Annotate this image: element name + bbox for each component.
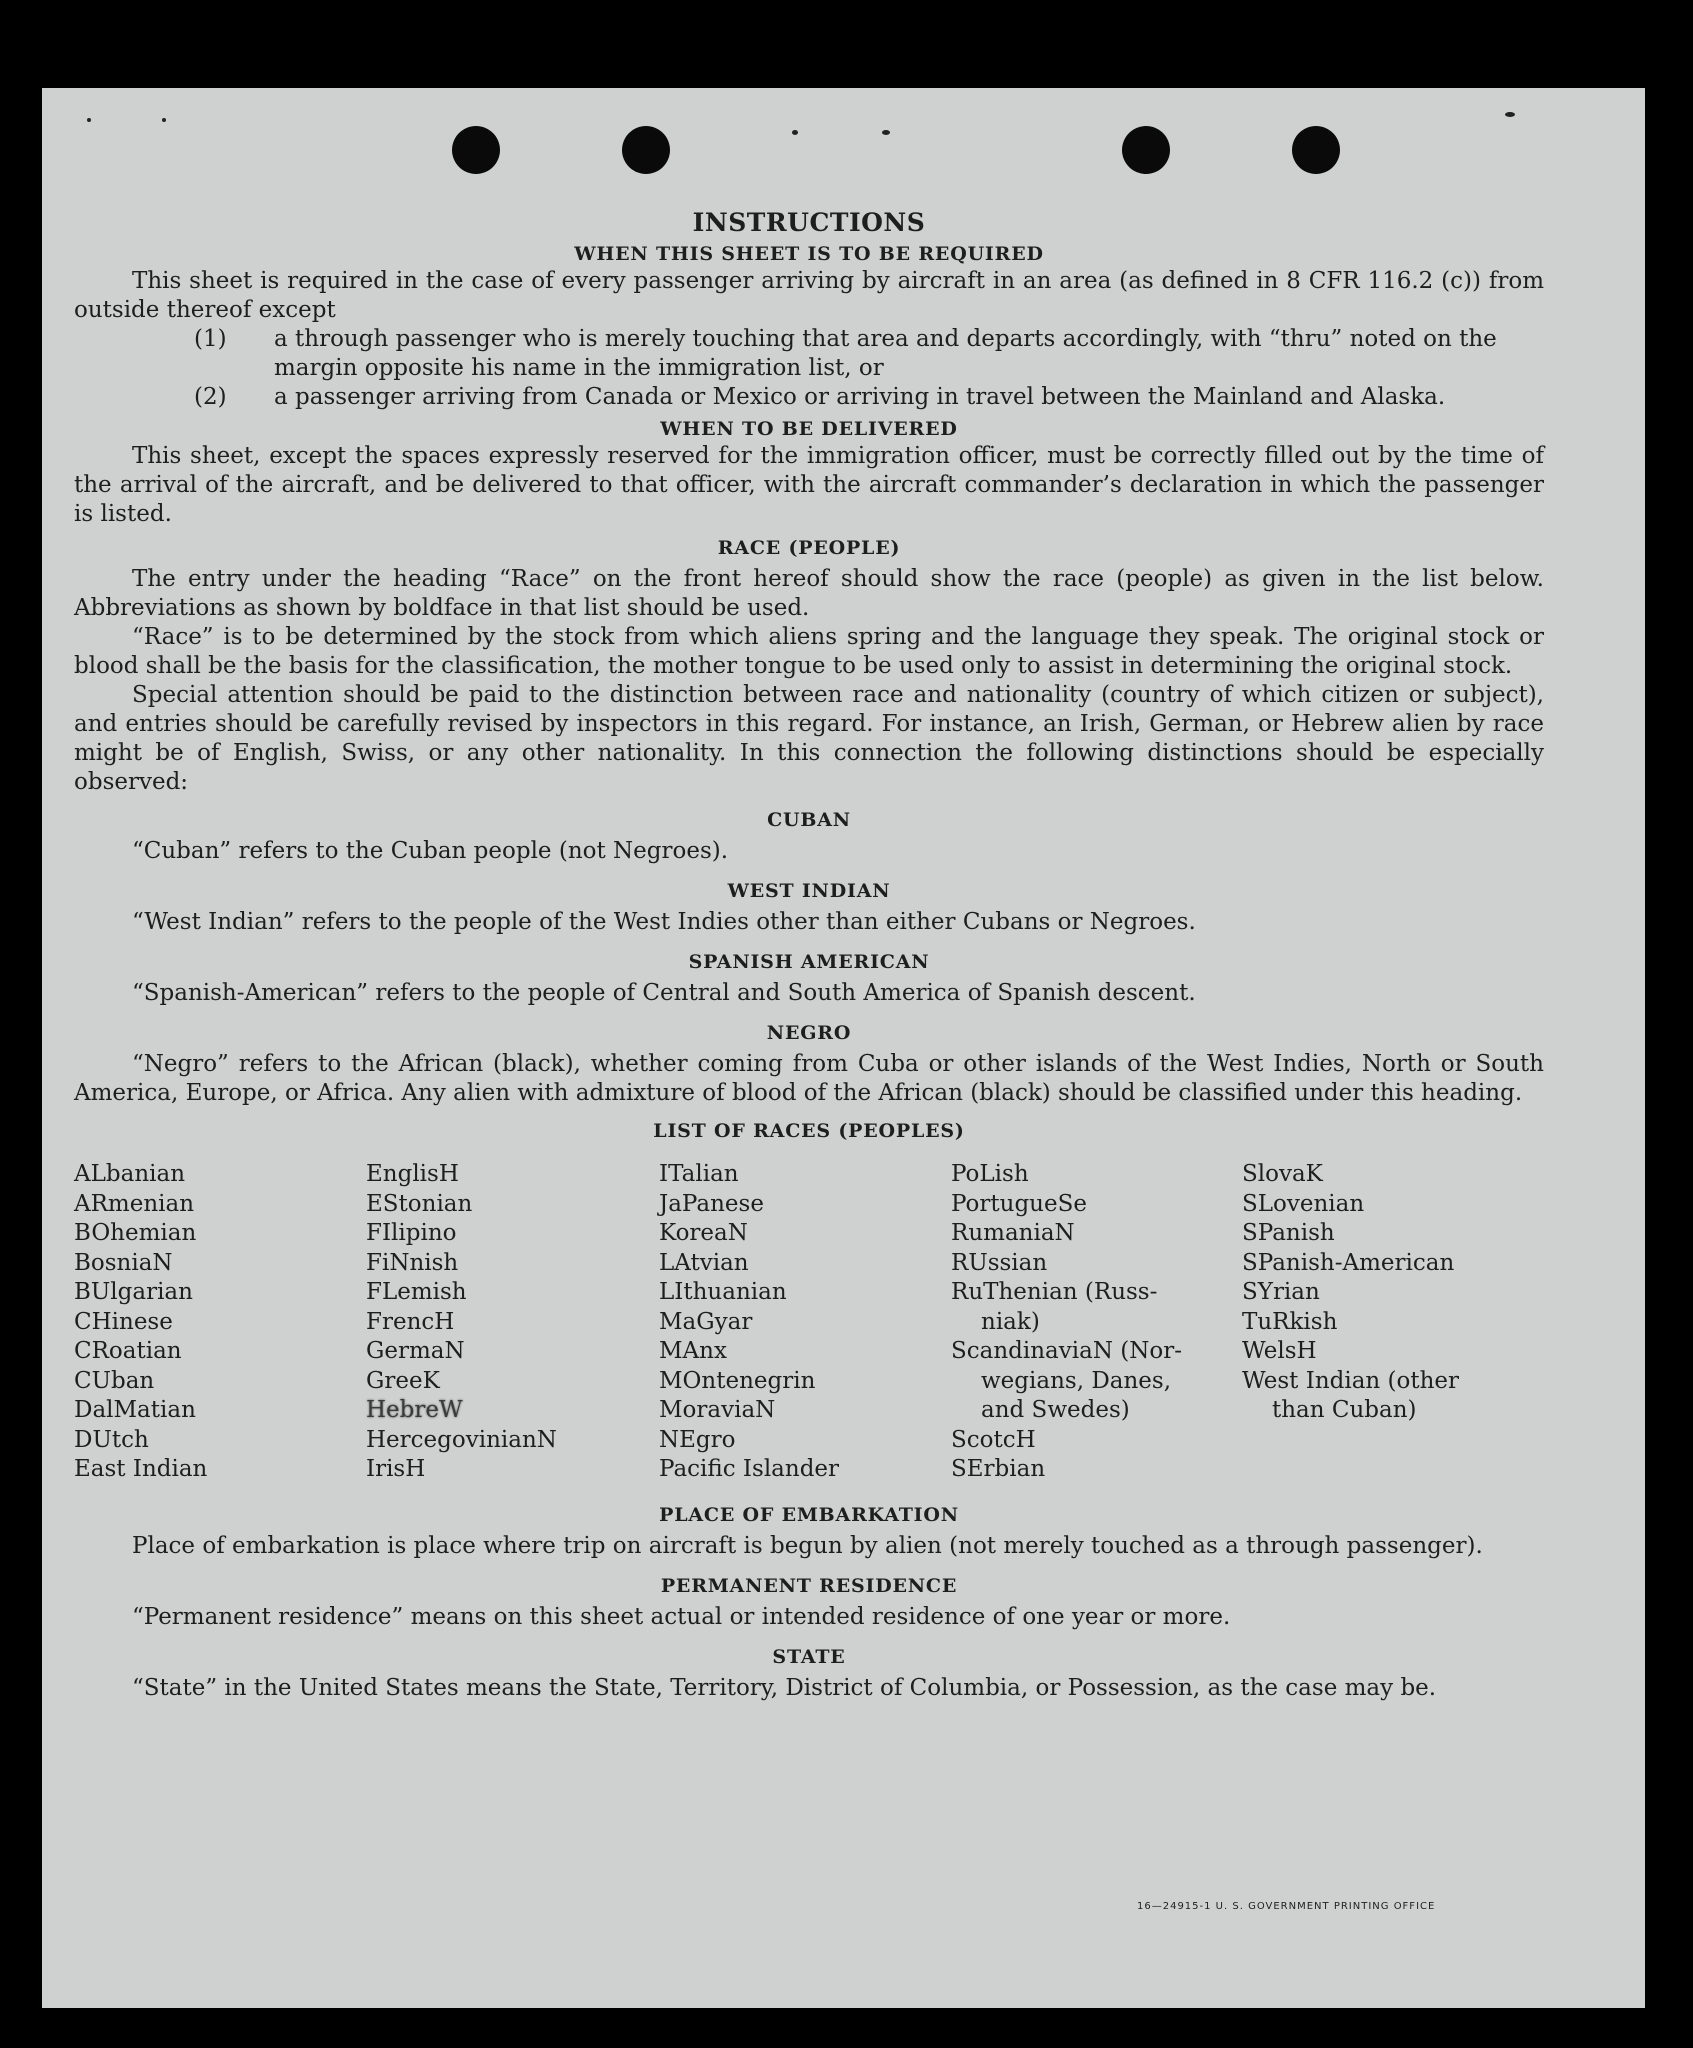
item-number: (1) [194, 326, 227, 352]
race-entry: SlovaK [1242, 1161, 1323, 1187]
heading-place-of-embarkation: PLACE OF EMBARKATION [659, 1504, 959, 1526]
race-entry: TuRkish [1242, 1308, 1338, 1335]
race-entry: FrencH [366, 1308, 455, 1335]
race-entry: SYrian [1242, 1279, 1320, 1305]
heading-cuban: CUBAN [767, 809, 851, 831]
race-entry: HercegovinianN [366, 1426, 557, 1453]
speck [882, 130, 890, 135]
text-cuban: “Cuban” refers to the Cuban people (not Negroes). [132, 838, 729, 864]
race-entry: PortugueSe [951, 1190, 1087, 1217]
text-spanish-american: “Spanish-American” refers to the people of Central and South America of Spanish descent. [132, 980, 1196, 1006]
races-list [74, 1160, 1544, 1500]
heading-state: STATE [772, 1646, 846, 1668]
heading-west-indian: WEST INDIAN [727, 880, 891, 902]
race-entry: MoraviaN [659, 1397, 776, 1423]
punch-hole [452, 126, 500, 174]
races-column-4 [951, 1160, 1221, 1485]
race-entry: FIlipino [366, 1220, 457, 1246]
race-entry: RUssian [951, 1249, 1048, 1276]
instructions-content [74, 208, 1544, 1703]
race-entry: PoLish [951, 1161, 1029, 1187]
speck [1505, 112, 1515, 117]
race-entry: ITalian [659, 1161, 739, 1187]
races-column-5 [1242, 1160, 1512, 1426]
punch-hole [1292, 126, 1340, 174]
race-entry: LIthuanian [659, 1279, 787, 1305]
text-west-indian: “West Indian” refers to the people of the West Indies other than either Cubans or Negroes. [132, 909, 1196, 935]
race-entry: FiNnish [366, 1249, 459, 1276]
heading-when-required: WHEN THIS SHEET IS TO BE REQUIRED [574, 243, 1044, 265]
race-entry: MaGyar [659, 1308, 753, 1335]
item-number: (2) [194, 384, 227, 410]
race-entry: ScotcH [951, 1426, 1036, 1453]
race-entry: MAnx [659, 1338, 727, 1364]
races-column-3 [659, 1160, 929, 1485]
text-permanent-residence: “Permanent residence” means on this sheet actual or intended residence of one year or more. [132, 1604, 1231, 1630]
printing-office-imprint: 16—24915-1 U. S. GOVERNMENT PRINTING OFFICE [1137, 1901, 1436, 1912]
race-entry: ARmenian [74, 1190, 195, 1217]
list-item [74, 383, 1544, 412]
speck [162, 118, 166, 122]
race-entry: CHinese [74, 1308, 173, 1335]
race-entry: than Cuban) [1272, 1397, 1417, 1423]
race-entry: DUtch [74, 1426, 149, 1453]
race-entry: RuThenian (Russ- [951, 1279, 1158, 1305]
race-entry: GreeK [366, 1367, 440, 1394]
text-state: “State” in the United States means the State, Territory, District of Columbia, or Possession, as the case may be. [132, 1675, 1437, 1701]
item-text: a through passenger who is merely touching that area and departs accordingly, with “thru” noted on the margin opposite his name in the immigration list, or [274, 326, 1497, 381]
races-column-1 [74, 1160, 344, 1485]
race-entry: CUban [74, 1367, 155, 1394]
text-race-2: “Race” is to be determined by the stock from which aliens spring and the language they speak. The original stock or blood shall be the basis for the classification, the mother tongue to be used only to assist in determining the original stock. [74, 624, 1544, 679]
list-item [74, 325, 1544, 383]
heading-race: RACE (PEOPLE) [717, 537, 901, 559]
text-negro: “Negro” refers to the African (black), whether coming from Cuba or other islands of the West Indies, North or South America, Europe, or Africa. Any alien with admixture of blood of the African (black) should be classified under this heading. [74, 1051, 1544, 1106]
race-entry: DalMatian [74, 1397, 196, 1423]
race-entry: SLovenian [1242, 1190, 1365, 1217]
page-title: INSTRUCTIONS [692, 208, 926, 237]
race-entry: RumaniaN [951, 1220, 1075, 1246]
race-entry: and Swedes) [981, 1397, 1130, 1423]
punch-hole [622, 126, 670, 174]
heading-spanish-american: SPANISH AMERICAN [688, 951, 930, 973]
punch-hole [1122, 126, 1170, 174]
race-entry: LAtvian [659, 1249, 749, 1276]
heading-list-of-races: LIST OF RACES (PEOPLES) [653, 1120, 965, 1142]
race-entry: East Indian [74, 1456, 208, 1482]
race-entry: Pacific Islander [659, 1456, 840, 1482]
heading-permanent-residence: PERMANENT RESIDENCE [660, 1575, 958, 1597]
race-entry: SPanish [1242, 1220, 1335, 1246]
heading-negro: NEGRO [766, 1022, 852, 1044]
race-entry: BosniaN [74, 1249, 173, 1276]
text-place-of-embarkation: Place of embarkation is place where trip on aircraft is begun by alien (not merely touched as a through passenger). [132, 1533, 1483, 1559]
item-text: a passenger arriving from Canada or Mexico or arriving in travel between the Mainland and Alaska. [274, 384, 1446, 410]
document-sheet [42, 88, 1645, 2008]
races-column-2 [366, 1160, 636, 1485]
text-race-3: Special attention should be paid to the distinction between race and nationality (country of which citizen or subject), and entries should be carefully revised by inspectors in this regard. For instance, an Irish, German, or Hebrew alien by race might be of English, Swiss, or any other nationality. In this connection the following distinctions should be especially observed: [74, 682, 1544, 795]
race-entry: CRoatian [74, 1338, 182, 1364]
race-entry: NEgro [659, 1426, 736, 1453]
race-entry: West Indian (other [1242, 1367, 1460, 1394]
race-entry: EStonian [366, 1190, 473, 1217]
text-when-required: This sheet is required in the case of every passenger arriving by aircraft in an area (as defined in 8 CFR 116.2 (c)) from outside thereof except [74, 268, 1544, 323]
race-entry: WelsH [1242, 1338, 1317, 1364]
race-entry: SPanish-American [1242, 1249, 1455, 1276]
text-when-delivered: This sheet, except the spaces expressly reserved for the immigration officer, must be correctly filled out by the time of the arrival of the aircraft, and be delivered to that officer, with the aircraft commander’s declaration in which the passenger is listed. [74, 443, 1544, 527]
race-entry: niak) [981, 1308, 1040, 1335]
speck [792, 130, 798, 135]
race-entry: FLemish [366, 1279, 467, 1305]
heading-when-delivered: WHEN TO BE DELIVERED [660, 418, 958, 440]
race-entry: BUlgarian [74, 1279, 193, 1305]
race-entry: ALbanian [74, 1161, 186, 1187]
speck [87, 118, 91, 122]
race-entry: MOntenegrin [659, 1367, 816, 1394]
race-entry: IrisH [366, 1456, 426, 1482]
race-entry: wegians, Danes, [981, 1367, 1172, 1394]
race-entry: EnglisH [366, 1161, 459, 1187]
race-entry: KoreaN [659, 1220, 748, 1246]
race-entry: ScandinaviaN (Nor- [951, 1338, 1182, 1364]
race-entry: GermaN [366, 1338, 465, 1364]
race-entry: HebreW [366, 1397, 463, 1423]
race-entry: JaPanese [659, 1190, 764, 1217]
race-entry: SErbian [951, 1456, 1046, 1482]
text-race-1: The entry under the heading “Race” on the front hereof should show the race (people) as given in the list below. Abbreviations as shown by boldface in that list should be used. [74, 566, 1544, 621]
race-entry: BOhemian [74, 1220, 197, 1246]
